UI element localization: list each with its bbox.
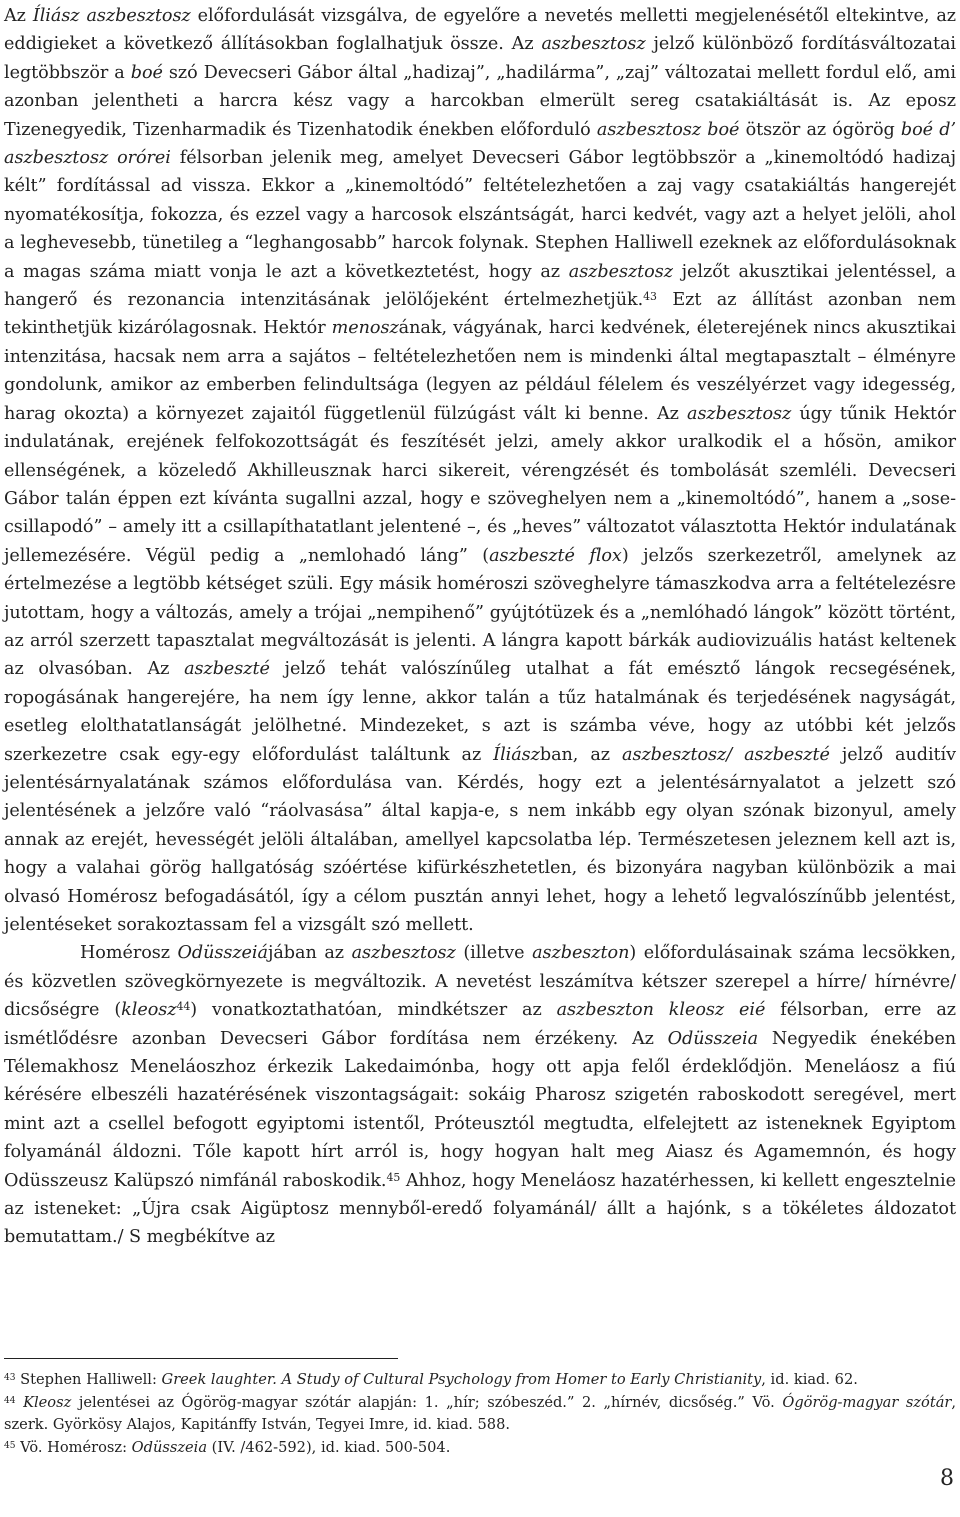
italic-term: Ógörög-magyar szótár [782,1393,952,1411]
italic-term: aszbesztosz [541,34,646,55]
italic-term: aszbesztosz boé [596,119,740,140]
italic-term: Odüsszeiá [177,943,268,964]
italic-term: Íliász [493,744,540,765]
footnote-ref: 44 [4,1395,16,1406]
footnotes [4,1358,956,1459]
italic-term: aszbesztosz [351,943,456,964]
italic-term: Odüsszeia [131,1438,208,1456]
italic-term: boé [130,62,163,83]
page-body [4,2,956,1252]
italic-term: aszbesztosz/ aszbeszté [622,744,830,765]
italic-term: Íliász [32,6,80,26]
italic-term: Greek laughter. A Study of Cultural Psychology from Homer to Early Christianity [161,1371,762,1388]
footnote-ref: 45 [386,1170,401,1184]
footnote-44: $^{44}$ Kleosz jelentései az Ógörög-magyar szótár alapján: 1. „hír; szóbeszéd.” 2. „hírnév, dicsőség.” Vö. Ógörög-magyar szótár, szerk. Györkösy Alajos, Kapitánffy István, Tegyei Imre, id. kiad. 588. [4,1393,957,1434]
italic-term: kleosz [121,1000,177,1021]
page-number: 8 [940,1466,954,1491]
italic-term: aszbeszté [184,659,270,680]
footnote-ref: 44 [176,1000,191,1014]
italic-term: boé d’ aszbesztosz orórei [4,119,956,169]
footnote-ref: 45 [4,1440,16,1451]
italic-term: aszbesztosz [86,6,191,26]
italic-term: aszbeszton kleosz eié [556,1000,766,1021]
footnote-ref: 43 [4,1372,16,1383]
paragraph-2: Homérosz Odüsszeiájában az aszbesztosz (illetve aszbeszton) előfordulásainak száma lecsökken, és közvetlen szövegkörnyezete is megváltozik. A nevetést leszámítva kétszer szerepel a hírre/ hírnévre/ dicsőségre (kleosz$^{44}$) vonatkoztathatóan, mindkétszer az aszbeszton kleosz eié félsorban, erre az ismétlődésre azonban Devecseri Gábor fordítása nem érzékeny. Az Odüsszeia Negyedik énekében Télemakhosz Meneláoszhoz érkezik Lakedaimónba, hogy ott apja felől érdeklődjön. Meneláosz a fiú kérésére elbeszéli hazatérésének viszontagságait: sokáig Pharosz szigetén raboskodott seregével, mert mint azt a csellel befogott egyiptomi istentől, Próteusztól megtudta, elfelejtett az isteneknek Egyiptom folyamánál áldozni. Tőle kapott hírt arról is, hogy hogyan halt meg Aiasz és Agamemnón, és hogy Odüsszeusz Kalüpszó nimfánál raboskodik.$^{45}$ Ahhoz, hogy Meneláosz hazatérhessen, ki kellett engesztelnie az isteneket: „Újra csak Aigüptosz mennyből-eredő folyamánál/ állt a hajónk, s a tökéletes áldozatot bemutattam./ S megbékítve az [4,943,956,1248]
italic-term: menosz [331,318,399,339]
italic-term: aszbeszton [532,943,630,964]
footnote-45: $^{45}$ Vö. Homérosz: Odüsszeia (IV. /462-592), id. kiad. 500-504. [4,1438,451,1456]
italic-term: Odüsszeia [667,1028,759,1049]
main-text [4,2,956,1252]
footnote-separator [4,1358,398,1359]
italic-term: aszbeszté flox [489,545,622,566]
italic-term: aszbesztosz [687,403,792,424]
footnote-ref: 43 [643,290,657,304]
italic-term: aszbesztosz [568,261,673,282]
footnote-43: $^{43}$ Stephen Halliwell: Greek laughter. A Study of Cultural Psychology from Homer to Early Christianity, id. kiad. 62. [4,1371,858,1388]
paragraph-1: Az Íliász aszbesztosz előfordulását vizsgálva, de egyelőre a nevetés melletti megjelenésétől eltekintve, az eddigieket a következő állításokban foglalhatjuk össze. Az aszbesztosz jelző különböző fordításváltozatai legtöbbször a boé szó Devecseri Gábor által „hadizaj”, „hadilárma”, „zaj” változatai mellett fordul elő, ami azonban jelentheti a harcra kész vagy a harcokban elmerült sereg csatakiáltását is. Az eposz Tizenegyedik, Tizenharmadik és Tizenhatodik énekben előforduló aszbesztosz boé ötször az ógörög boé d’ aszbesztosz orórei félsorban jelenik meg, amelyet Devecseri Gábor legtöbbször a „kinemoltódó hadizaj kélt” fordítással ad vissza. Ekkor a „kinemoltódó” feltételezhetően a zaj vagy csatakiáltás hangerejét nyomatékosítja, fokozza, és ezzel vagy a harcosok elszántságát, harci kedvét, vagy azt a helyet jelöli, ahol a leghevesebb, tünetileg a “leghangosabb” harcok folynak. Stephen Halliwell ezeknek az előfordulásoknak a magas száma miatt vonja le azt a következtetést, hogy az aszbesztosz jelzőt akusztikai jelentéssel, a hangerő és rezonancia intenzitásának jelölőjeként értelmezhetjük.$^{43}$ Ezt az állítást azonban nem tekinthetjük kizárólagosnak. Hektór menoszának, vágyának, harci kedvének, életerejének nincs akusztikai intenzitása, hacsak nem arra a sajátos – feltételezhetően nem is mindenki által megtapasztalt – élményre gondolunk, amikor az emberben felindultsága (legyen az például félelem és veszélyérzet vagy idegesség, harag okozta) a környezet zajaitól függetlenül fülzúgást vált ki benne. Az aszbesztosz úgy tűnik Hektór indulatának, erejének felfokozottságát és feszítését jelzi, amely akkor uralkodik el a hősön, amikor ellenségének, a közeledő Akhilleusznak harci sikereit, vérengzését és tombolását szemléli. Devecseri Gábor talán éppen ezt kívánta sugallni azzal, hogy e szöveghelyen nem a „kinemoltódó”, hanem a „sose-csillapodó” – amely itt a csillapíthatatlant jelentené –, és „heves” változatot választotta Hektór indulatának jellemezésére. Végül pedig a „nemlohadó láng” (aszbeszté flox) jelzős szerkezetről, amelynek az értelmezése a legtöbb kétséget szüli. Egy másik homéroszi szöveghelyre támaszkodva arra a feltételezésre jutottam, hogy a változás, amely a trójai „nempihenő” gyújtótüzek és a „nemlóhadó lángok” között történt, az arról szerzett tapasztalat megváltozását is jelenti. A lángra kapott bárkák audiovizuális hatást keltenek az olvasóban. Az aszbeszté jelző tehát valószínűleg utalhat a fát emésztő lángok recsegésének, ropogásának hangerejére, ha nem így lenne, akkor talán a tűz hatalmának és terjedésének nagyságát, esetleg elolthatatlanságát jelölhetné. Mindezeket, s azt is számba véve, hogy az utóbbi két jelzős szerkezetre csak egy-egy előfordulást találtunk az Íliászban, az aszbesztosz/ aszbeszté jelző auditív jelentésárnyalatának számos előfordulása van. Kérdés, hogy ezt a jelentésárnyalatot a jelzett szó jelentésének a jelzőre való “ráolvasása” által kapja-e, s nem inkább egy olyan szónak bizonyul, amely annak az erejét, hevességét jelöli általában, amellyel kapcsolatba lép. Természetesen jeleznem kell azt is, hogy a valahai görög hallgatóság szóértése kifürkészhetetlen, és bizonyára nagyban különbözik a mai olvasó Homérosz befogadásától, így a célom pusztán annyi lehet, hogy a lehető legvalószínűbb jelentést, jelentéseket sorakoztassam fel a vizsgált szó mellett. [4,6,957,935]
italic-term: Kleosz [23,1393,72,1411]
